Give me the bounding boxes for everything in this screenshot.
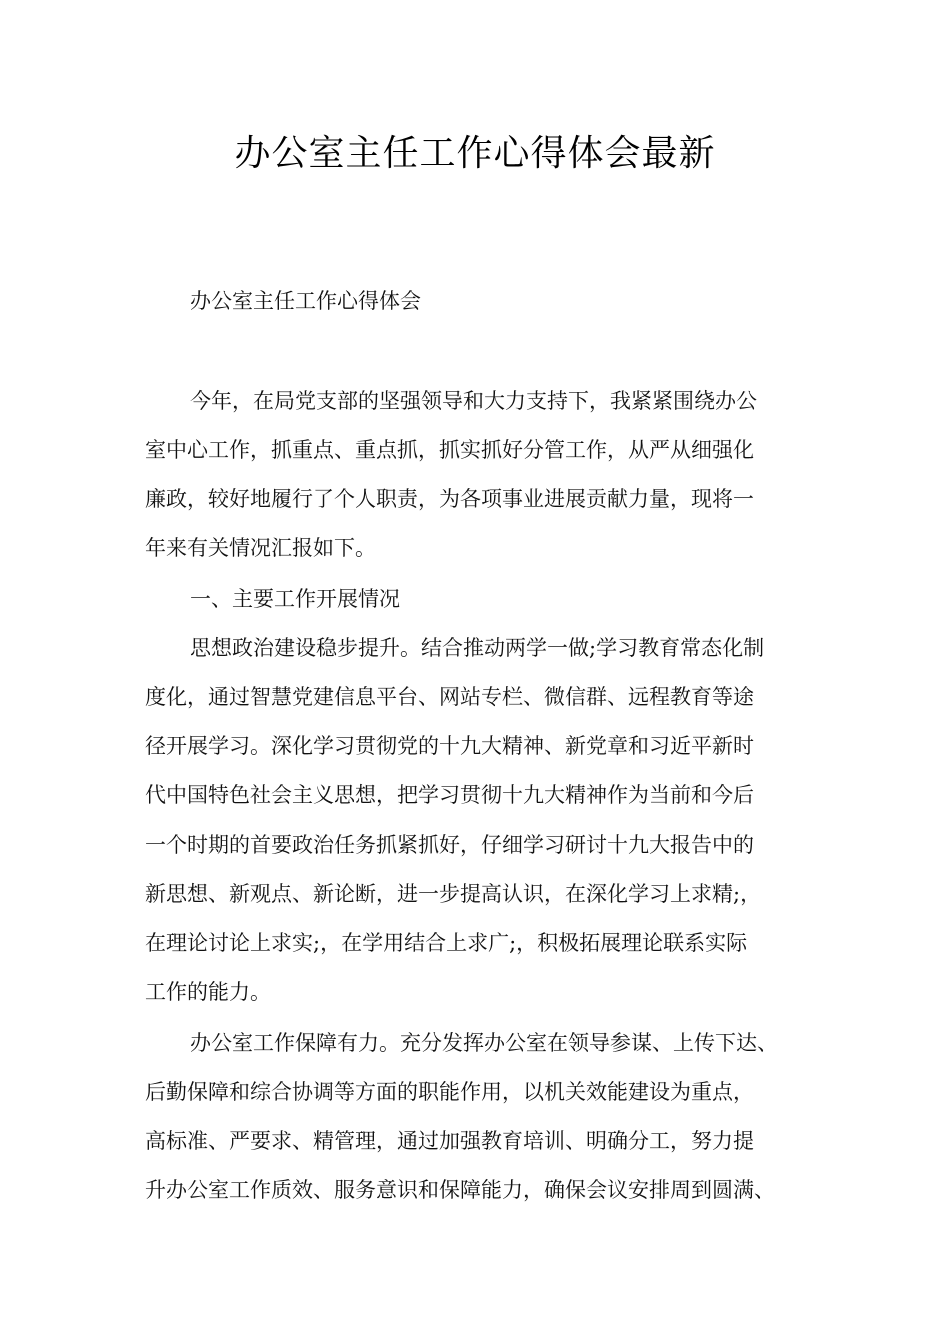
body-line: 室中心工作，抓重点、重点抓，抓实抓好分管工作，从严从细强化 — [145, 438, 754, 462]
body-line: 升办公室工作质效、服务意识和保障能力，确保会议安排周到圆满、 — [145, 1178, 775, 1202]
body-line: 一个时期的首要政治任务抓紧抓好，仔细学习研讨十九大报告中的 — [145, 833, 754, 857]
body-line: 廉政，较好地履行了个人职责，为各项事业进展贡献力量，现将一 — [145, 487, 754, 511]
body-line: 思想政治建设稳步提升。结合推动两学一做;学习教育常态化制 — [190, 636, 765, 660]
body-line: 办公室工作保障有力。充分发挥办公室在领导参谋、上传下达、 — [190, 1031, 778, 1055]
body-line: 代中国特色社会主义思想，把学习贯彻十九大精神作为当前和今后 — [145, 783, 754, 807]
body-line: 新思想、新观点、新论断，进一步提高认识，在深化学习上求精;， — [145, 882, 762, 906]
body-line: 今年，在局党支部的坚强领导和大力支持下，我紧紧围绕办公 — [190, 389, 757, 413]
document-title: 办公室主任工作心得体会最新 — [234, 133, 716, 174]
body-line: 径开展学习。深化学习贯彻党的十九大精神、新党章和习近平新时 — [145, 734, 754, 758]
body-line: 工作的能力。 — [145, 980, 271, 1004]
document-subtitle: 办公室主任工作心得体会 — [190, 289, 421, 313]
body-line: 高标准、严要求、精管理，通过加强教育培训、明确分工，努力提 — [145, 1129, 754, 1153]
body-line: 后勤保障和综合协调等方面的职能作用，以机关效能建设为重点， — [145, 1080, 754, 1104]
body-line: 在理论讨论上求实;，在学用结合上求广;，积极拓展理论联系实际 — [145, 931, 748, 955]
body-line: 年来有关情况汇报如下。 — [145, 536, 376, 560]
body-line: 度化，通过智慧党建信息平台、网站专栏、微信群、远程教育等途 — [145, 685, 754, 709]
section-heading: 一、主要工作开展情况 — [190, 587, 400, 611]
